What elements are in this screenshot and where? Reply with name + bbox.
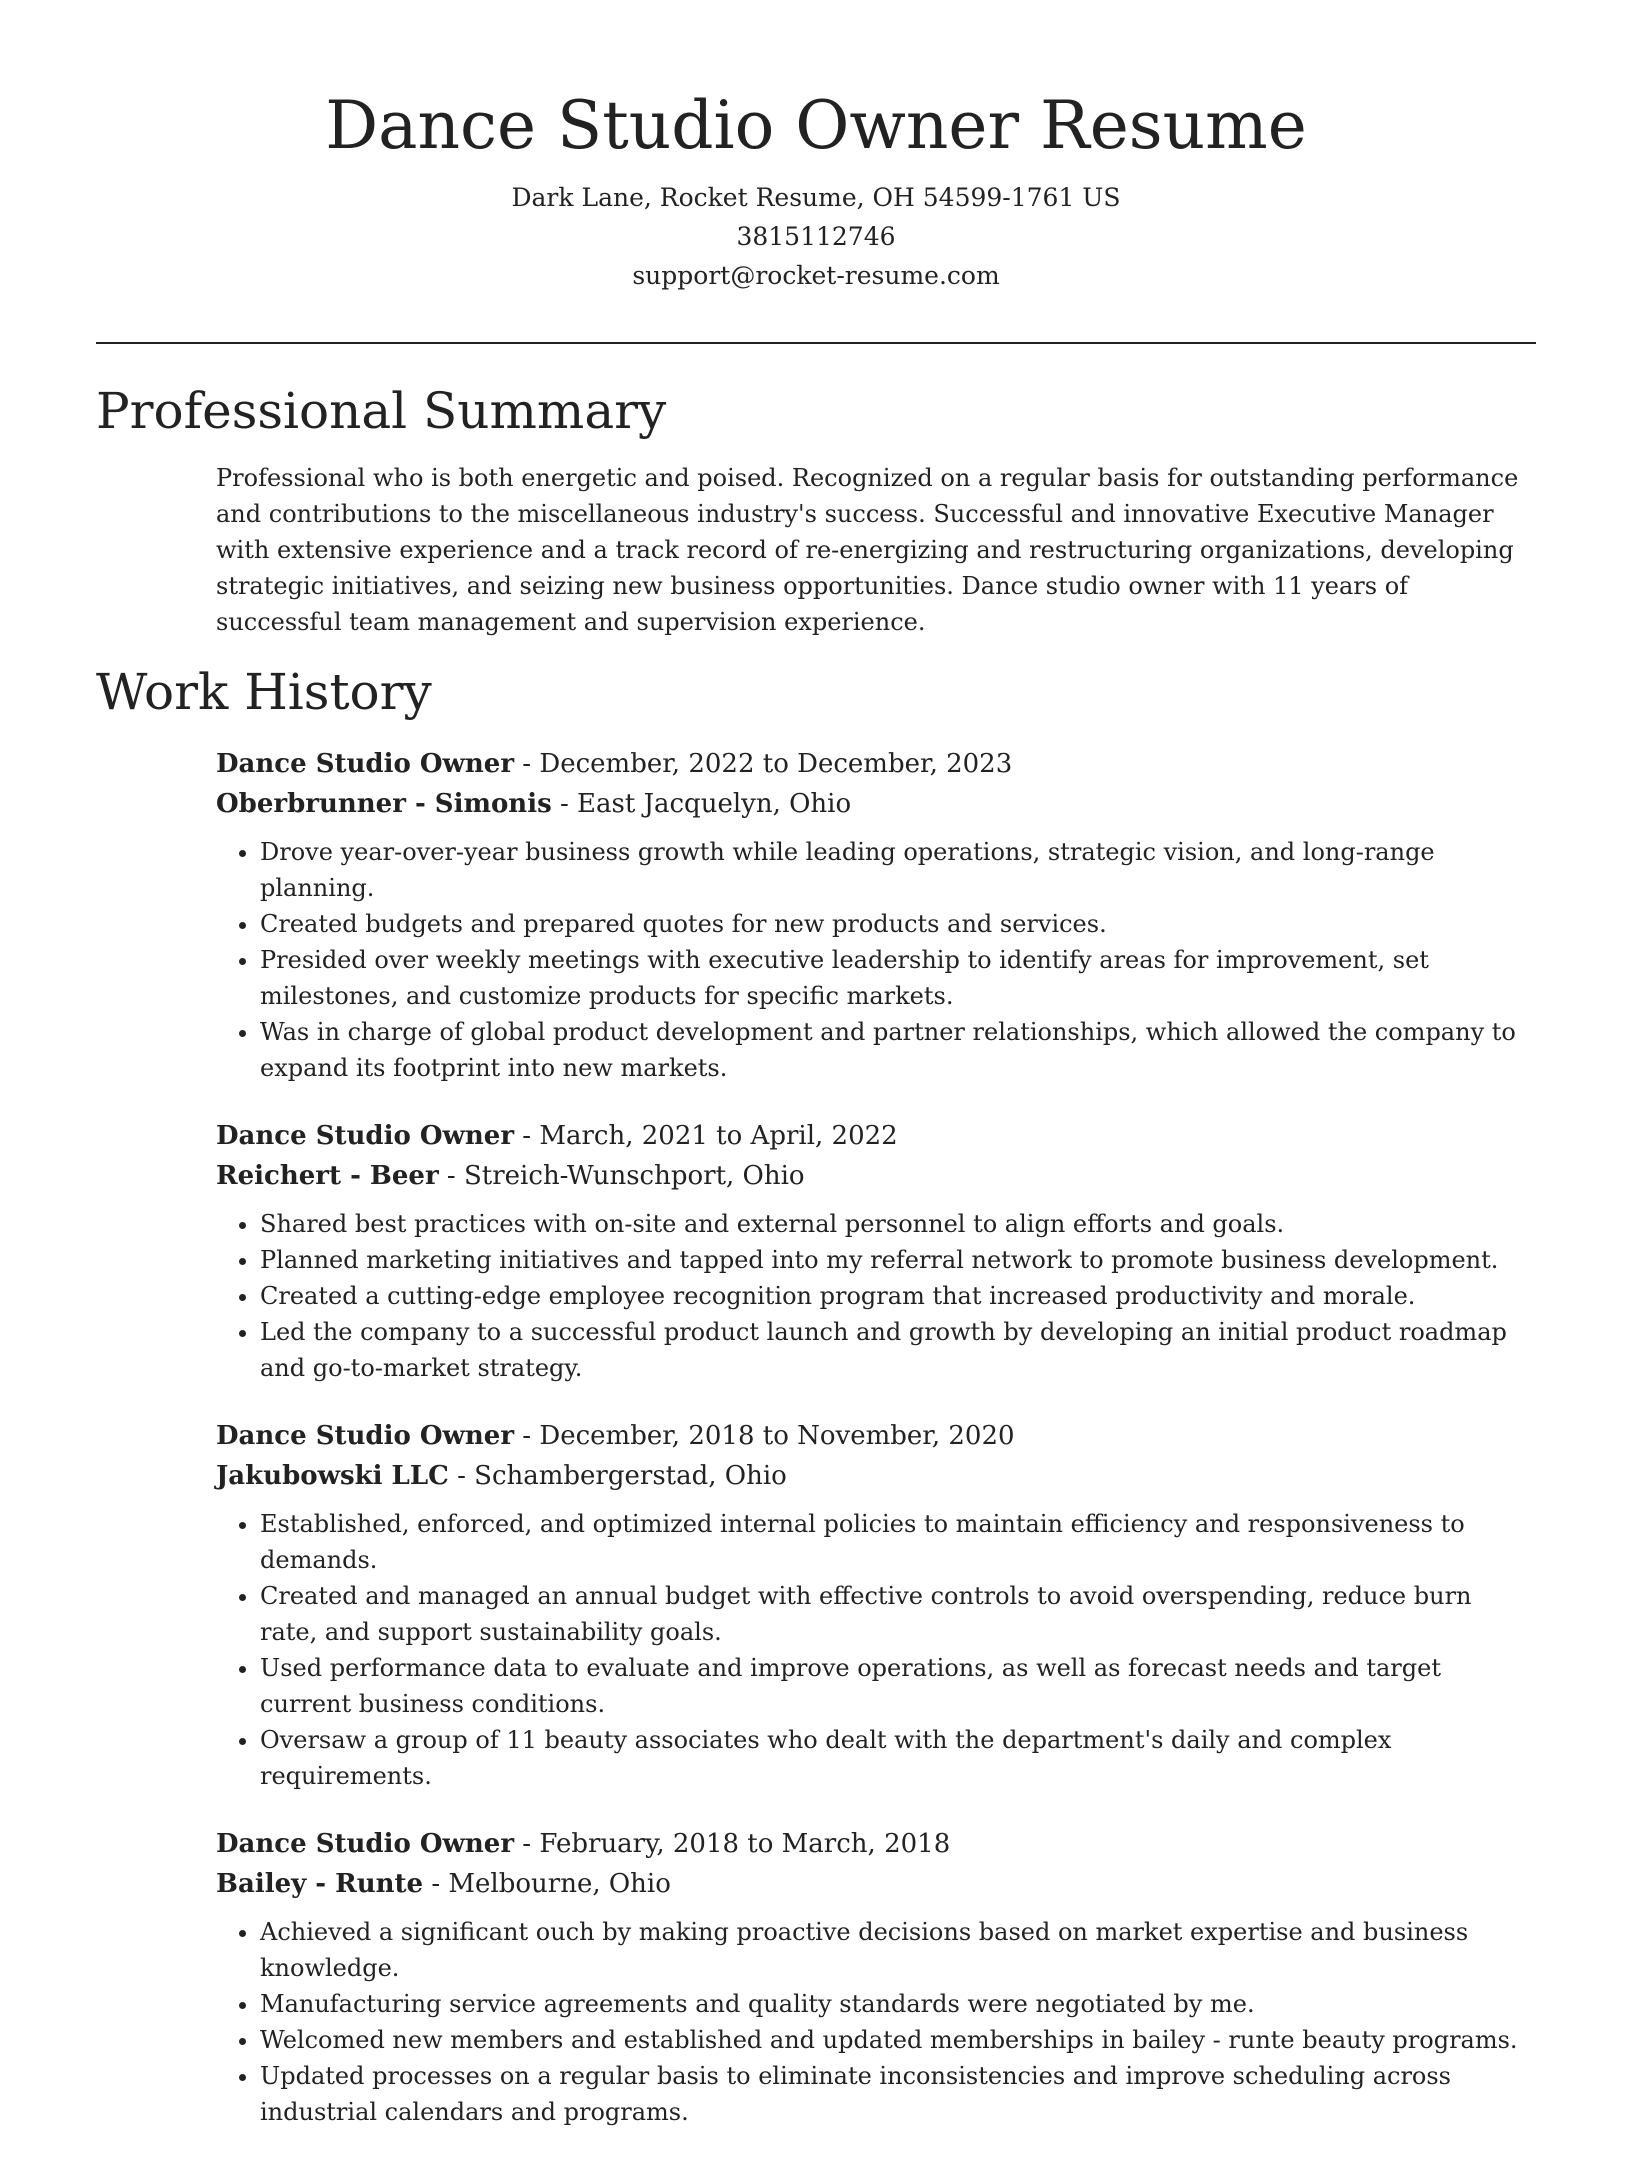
contact-email: support@rocket-resume.com	[632, 261, 1000, 290]
job-company-line	[216, 1456, 1536, 1496]
job-bullet: • Created a cutting-edge employee recognition program that increased productivity and morale.	[260, 1278, 1536, 1314]
job-company: Jakubowski LLC	[216, 1461, 449, 1491]
job-bullets	[216, 1914, 1536, 2130]
job-location: - Melbourne, Ohio	[423, 1869, 671, 1899]
job-location: - Streich-Wunschport, Ohio	[438, 1161, 805, 1191]
job-role: Dance Studio Owner	[216, 1421, 515, 1451]
job-company: Reichert - Beer	[216, 1161, 439, 1191]
job-bullet: • Established, enforced, and optimized internal policies to maintain efficiency and responsiveness to demands.	[260, 1506, 1536, 1578]
work-history-heading: Work History	[96, 663, 432, 721]
job-role: Dance Studio Owner	[216, 1829, 515, 1859]
job-role: Dance Studio Owner	[216, 749, 515, 779]
job-bullet: • Drove year-over-year business growth while leading operations, strategic vision, and long-range planning.	[260, 834, 1536, 906]
job-bullet: • Manufacturing service agreements and quality standards were negotiated by me.	[260, 1986, 1536, 2022]
job-bullet: • Presided over weekly meetings with executive leadership to identify areas for improvement, set milestones, and customize products for specific markets.	[260, 942, 1536, 1014]
job-bullets	[216, 834, 1536, 1086]
job-dates: - December, 2022 to December, 2023	[514, 749, 1013, 779]
job-bullets	[216, 1506, 1536, 1794]
job-company: Oberbrunner - Simonis	[216, 789, 552, 819]
job-entry	[216, 744, 1536, 1086]
job-bullet: • Oversaw a group of 11 beauty associates who dealt with the department's daily and complex requirements.	[260, 1722, 1536, 1794]
contact-block	[96, 178, 1536, 295]
job-bullet: • Created and managed an annual budget with effective controls to avoid overspending, reduce burn rate, and support sustainability goals.	[260, 1578, 1536, 1650]
professional-summary-text: Professional who is both energetic and poised. Recognized on a regular basis for outstanding performance and contributions to the miscellaneous industry's success. Successful and innovative Executive Manager with extensive experience and a track record of re-energizing and restructuring organizations, developing strategic initiatives, and seizing new business opportunities. Dance studio owner with 11 years of successful team management and supervision experience.	[216, 464, 1519, 636]
contact-phone: 3815112746	[736, 222, 896, 251]
job-bullets	[216, 1206, 1536, 1386]
job-bullet: • Planned marketing initiatives and tapped into my referral network to promote business development.	[260, 1242, 1536, 1278]
professional-summary-heading: Professional Summary	[96, 382, 667, 440]
job-title-line	[216, 1116, 1536, 1156]
job-location: - Schambergerstad, Ohio	[448, 1461, 787, 1491]
header-divider	[96, 342, 1536, 344]
job-company-line	[216, 1864, 1536, 1904]
job-bullet: • Updated processes on a regular basis to eliminate inconsistencies and improve scheduling across industrial calendars and programs.	[260, 2058, 1536, 2130]
job-entry	[216, 1824, 1536, 2130]
job-bullet: • Used performance data to evaluate and improve operations, as well as forecast needs and target current business conditions.	[260, 1650, 1536, 1722]
job-company-line	[216, 1156, 1536, 1196]
job-bullet: • Led the company to a successful product launch and growth by developing an initial product roadmap and go-to-market strategy.	[260, 1314, 1536, 1386]
job-title-line	[216, 1416, 1536, 1456]
job-dates: - March, 2021 to April, 2022	[514, 1121, 898, 1151]
job-title-line	[216, 1824, 1536, 1864]
job-bullet: • Created budgets and prepared quotes for new products and services.	[260, 906, 1536, 942]
job-bullet: • Was in charge of global product development and partner relationships, which allowed the company to expand its footprint into new markets.	[260, 1014, 1536, 1086]
job-dates: - December, 2018 to November, 2020	[514, 1421, 1015, 1451]
job-company: Bailey - Runte	[216, 1869, 424, 1899]
contact-address: Dark Lane, Rocket Resume, OH 54599-1761 US	[511, 183, 1121, 212]
resume-title: Dance Studio Owner Resume	[325, 87, 1307, 164]
job-location: - East Jacquelyn, Ohio	[551, 789, 852, 819]
job-bullet: • Shared best practices with on-site and external personnel to align efforts and goals.	[260, 1206, 1536, 1242]
work-history-list	[216, 744, 1536, 2160]
job-dates: - February, 2018 to March, 2018	[514, 1829, 951, 1859]
job-title-line	[216, 744, 1536, 784]
job-entry	[216, 1116, 1536, 1386]
job-role: Dance Studio Owner	[216, 1121, 515, 1151]
job-entry	[216, 1416, 1536, 1794]
job-company-line	[216, 784, 1536, 824]
job-bullet: • Achieved a significant ouch by making proactive decisions based on market expertise and business knowledge.	[260, 1914, 1536, 1986]
resume-header	[96, 80, 1536, 295]
job-bullet: • Welcomed new members and established and updated memberships in bailey - runte beauty programs.	[260, 2022, 1536, 2058]
